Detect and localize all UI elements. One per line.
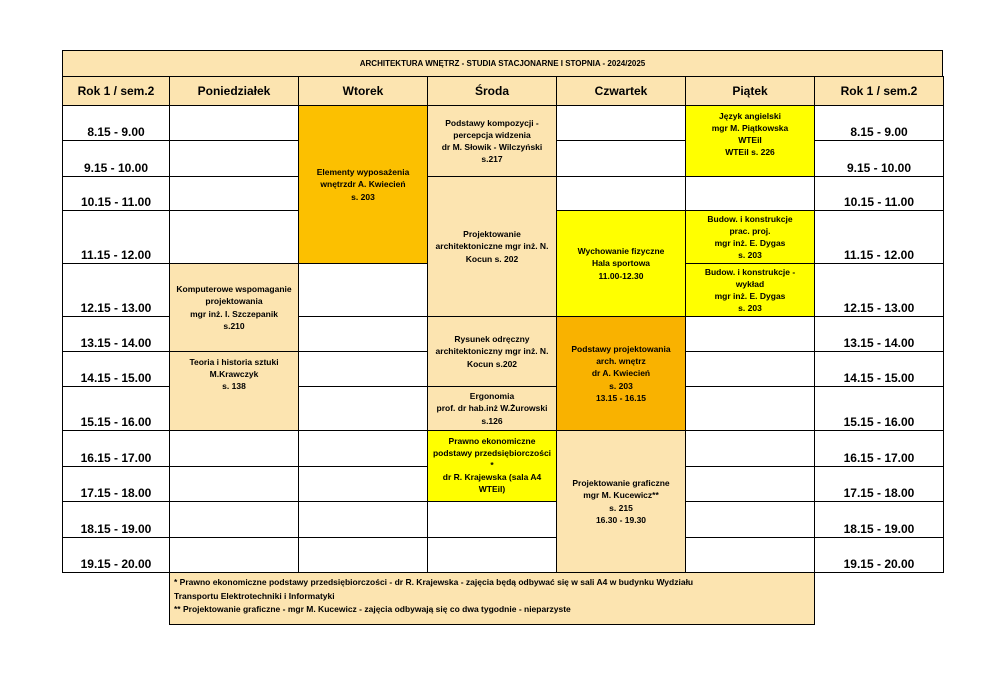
class-line: s. 203 bbox=[738, 303, 762, 314]
empty-slot bbox=[298, 501, 428, 538]
class-line: Teoria i historia sztuki bbox=[189, 357, 279, 367]
class-line: Ergonomia bbox=[469, 391, 515, 402]
class-podstawy-kompozycji-text bbox=[442, 117, 543, 165]
time-slot-right: 8.15 - 9.00 bbox=[814, 105, 944, 141]
header-year-right: Rok 1 / sem.2 bbox=[814, 76, 944, 106]
class-line: s. 203 bbox=[351, 191, 375, 202]
class-line: WTEiI) bbox=[478, 484, 506, 495]
time-slot-right: 18.15 - 19.00 bbox=[814, 501, 944, 538]
time-slot-right: 14.15 - 15.00 bbox=[814, 351, 944, 387]
class-line: Wychowanie fizyczne bbox=[577, 246, 665, 257]
class-line: s. 203 bbox=[738, 250, 762, 261]
time-slot-left: 17.15 - 18.00 bbox=[62, 466, 170, 502]
class-line: WTEiI s. 226 bbox=[725, 147, 775, 158]
header-year-left: Rok 1 / sem.2 bbox=[62, 76, 170, 106]
class-line: WTEiI bbox=[738, 135, 762, 146]
header-tuesday: Wtorek bbox=[298, 76, 428, 106]
class-budownictwo-prac-proj[interactable] bbox=[685, 210, 815, 264]
time-slot-right: 13.15 - 14.00 bbox=[814, 316, 944, 352]
class-budownictwo-wyklad-text bbox=[705, 266, 795, 314]
footnote-line: * Prawno ekonomiczne podstawy przedsiębiorczości - dr R. Krajewska - zajęcia będą odbywać się w sali A4 w budynku Wydziału bbox=[174, 577, 694, 587]
class-line: s.217 bbox=[481, 154, 503, 165]
class-line: s.210 bbox=[223, 320, 245, 331]
class-line: mgr inż. I. Szczepanik bbox=[190, 308, 278, 319]
class-line: Budow. i konstrukcje bbox=[707, 213, 793, 224]
empty-slot bbox=[298, 537, 428, 573]
class-projektowanie-graficzne[interactable] bbox=[556, 430, 686, 573]
time-slot-left: 12.15 - 13.00 bbox=[62, 263, 170, 317]
class-line: architektoniczne mgr inż. N. bbox=[435, 241, 549, 252]
empty-slot bbox=[298, 351, 428, 387]
time-slot-right: 17.15 - 18.00 bbox=[814, 466, 944, 502]
page-title: ARCHITEKTURA WNĘTRZ - STUDIA STACJONARNE I STOPNIA - 2024/2025 bbox=[62, 50, 943, 77]
class-line: Język angielski bbox=[719, 111, 781, 121]
time-slot-left: 13.15 - 14.00 bbox=[62, 316, 170, 352]
time-slot-left: 19.15 - 20.00 bbox=[62, 537, 170, 573]
class-line: podstawy przedsiębiorczości bbox=[432, 448, 552, 459]
class-projektowanie-architektoniczne[interactable] bbox=[427, 176, 557, 317]
class-line: Hala sportowa bbox=[591, 258, 651, 269]
class-line: Elementy wyposażenia bbox=[316, 167, 410, 178]
class-podstawy-kompozycji[interactable] bbox=[427, 105, 557, 177]
class-teoria-historia-sztuki[interactable] bbox=[169, 351, 299, 431]
class-wychowanie-fizyczne-text bbox=[578, 245, 665, 281]
footnote-line: ** Projektowanie graficzne - mgr M. Kucewicz - zajęcia odbywają się co dwa tygodnie - nieparzyste bbox=[174, 604, 571, 615]
class-prawno-ekonomiczne-text bbox=[433, 432, 551, 495]
footnotes bbox=[169, 572, 815, 625]
class-line: prac. proj. bbox=[729, 225, 771, 236]
class-line: Kocun s. 202 bbox=[465, 253, 519, 264]
empty-slot bbox=[298, 263, 428, 317]
class-line: wnętrzdr A. Kwiecień bbox=[320, 179, 406, 190]
time-slot-right: 12.15 - 13.00 bbox=[814, 263, 944, 317]
class-line: Kocun s.202 bbox=[466, 358, 518, 369]
header-friday: Piątek bbox=[685, 76, 815, 106]
class-ergonomia[interactable] bbox=[427, 386, 557, 431]
class-line: Komputerowe wspomaganie bbox=[176, 284, 292, 295]
time-slot-left: 16.15 - 17.00 bbox=[62, 430, 170, 467]
empty-slot bbox=[169, 537, 299, 573]
class-line: dr R. Krajewska (sala A4 bbox=[442, 472, 542, 483]
empty-slot bbox=[685, 351, 815, 387]
header-monday: Poniedziałek bbox=[169, 76, 299, 106]
class-line: projektowania bbox=[205, 296, 263, 307]
class-rysunek-odreczny-text bbox=[436, 333, 549, 369]
empty-slot bbox=[169, 105, 299, 141]
time-slot-left: 14.15 - 15.00 bbox=[62, 351, 170, 387]
class-elementy-wyposazenia[interactable] bbox=[298, 105, 428, 264]
time-slot-left: 10.15 - 11.00 bbox=[62, 176, 170, 211]
empty-slot bbox=[169, 176, 299, 211]
class-line: M.Krawczyk bbox=[209, 369, 259, 380]
class-line: Projektowanie graficzne bbox=[572, 478, 670, 489]
class-line: Projektowanie bbox=[463, 229, 521, 240]
empty-slot bbox=[685, 501, 815, 538]
time-slot-left: 15.15 - 16.00 bbox=[62, 386, 170, 431]
time-slot-left: 8.15 - 9.00 bbox=[62, 105, 170, 141]
class-teoria-historia-sztuki-text bbox=[189, 353, 278, 392]
class-podstawy-projektowania-text bbox=[571, 343, 670, 403]
class-jezyk-angielski-text bbox=[712, 107, 789, 158]
class-line: mgr inż. E. Dygas bbox=[714, 291, 786, 301]
class-projektowanie-graficzne-text bbox=[572, 477, 669, 525]
class-jezyk-angielski[interactable] bbox=[685, 105, 815, 177]
empty-slot bbox=[298, 466, 428, 502]
empty-slot bbox=[169, 430, 299, 467]
empty-slot bbox=[556, 105, 686, 141]
time-slot-right: 11.15 - 12.00 bbox=[814, 210, 944, 264]
empty-slot bbox=[685, 537, 815, 573]
class-komputerowe-wspomaganie[interactable] bbox=[169, 263, 299, 352]
empty-slot bbox=[556, 140, 686, 177]
header-wednesday: Środa bbox=[427, 76, 557, 106]
class-budownictwo-wyklad[interactable] bbox=[685, 263, 815, 317]
empty-slot bbox=[685, 430, 815, 467]
class-line: s. 203 bbox=[609, 380, 633, 391]
empty-slot bbox=[685, 466, 815, 502]
empty-slot bbox=[427, 501, 557, 538]
empty-slot bbox=[427, 537, 557, 573]
empty-slot bbox=[298, 386, 428, 431]
class-wychowanie-fizyczne[interactable] bbox=[556, 210, 686, 317]
empty-slot bbox=[298, 430, 428, 467]
class-budownictwo-prac-proj-text bbox=[707, 213, 792, 261]
class-line: mgr M. Piątkowska bbox=[711, 123, 789, 134]
class-rysunek-odreczny[interactable] bbox=[427, 316, 557, 387]
time-slot-right: 15.15 - 16.00 bbox=[814, 386, 944, 431]
header-thursday: Czwartek bbox=[556, 76, 686, 106]
class-ergonomia-text bbox=[437, 390, 548, 426]
class-line: mgr inż. E. Dygas bbox=[714, 238, 786, 248]
class-projektowanie-architektoniczne-text bbox=[436, 228, 549, 264]
time-slot-right: 16.15 - 17.00 bbox=[814, 430, 944, 467]
class-line: percepcja widzenia bbox=[453, 129, 531, 140]
class-line: s. 138 bbox=[222, 381, 246, 392]
class-line: Podstawy projektowania bbox=[571, 344, 671, 355]
class-line: s. 215 bbox=[609, 502, 633, 513]
class-line: dr M. Słowik - Wilczyński bbox=[441, 142, 543, 152]
empty-slot bbox=[169, 140, 299, 177]
class-line: prof. dr hab.inż W.Żurowski bbox=[436, 403, 548, 414]
class-line: mgr M. Kucewicz** bbox=[583, 490, 659, 501]
class-line: 16.30 - 19.30 bbox=[595, 514, 647, 525]
empty-slot bbox=[169, 501, 299, 538]
empty-slot bbox=[685, 176, 815, 211]
time-slot-left: 9.15 - 10.00 bbox=[62, 140, 170, 177]
class-line: dr A. Kwiecień bbox=[591, 368, 651, 379]
class-line: s.126 bbox=[481, 415, 503, 426]
time-slot-right: 19.15 - 20.00 bbox=[814, 537, 944, 573]
empty-slot bbox=[169, 466, 299, 502]
time-slot-right: 9.15 - 10.00 bbox=[814, 140, 944, 177]
class-line: 11.00-12.30 bbox=[598, 270, 644, 281]
class-komputerowe-wspomaganie-text bbox=[176, 283, 291, 331]
empty-slot bbox=[169, 210, 299, 264]
class-line: architektoniczny mgr inż. N. bbox=[435, 346, 549, 357]
class-line: Budow. i konstrukcje - bbox=[704, 266, 796, 277]
class-podstawy-projektowania[interactable] bbox=[556, 316, 686, 431]
class-line: Prawno ekonomiczne bbox=[448, 436, 536, 446]
class-line: arch. wnętrz bbox=[596, 356, 646, 367]
class-line: wykład bbox=[735, 278, 765, 289]
time-slot-left: 11.15 - 12.00 bbox=[62, 210, 170, 264]
class-elementy-wyposazenia-text bbox=[317, 166, 410, 202]
class-prawno-ekonomiczne[interactable] bbox=[427, 430, 557, 502]
empty-slot bbox=[556, 176, 686, 211]
empty-slot bbox=[685, 316, 815, 352]
time-slot-left: 18.15 - 19.00 bbox=[62, 501, 170, 538]
class-line: * bbox=[490, 460, 494, 471]
time-slot-right: 10.15 - 11.00 bbox=[814, 176, 944, 211]
class-line: Podstawy kompozycji - bbox=[445, 117, 539, 128]
class-line: Rysunek odręczny bbox=[454, 334, 530, 345]
class-line: 13.15 - 16.15 bbox=[595, 392, 647, 403]
empty-slot bbox=[298, 316, 428, 352]
footnote-line: Transportu Elektrotechniki i Informatyki bbox=[174, 590, 335, 601]
empty-slot bbox=[685, 386, 815, 431]
